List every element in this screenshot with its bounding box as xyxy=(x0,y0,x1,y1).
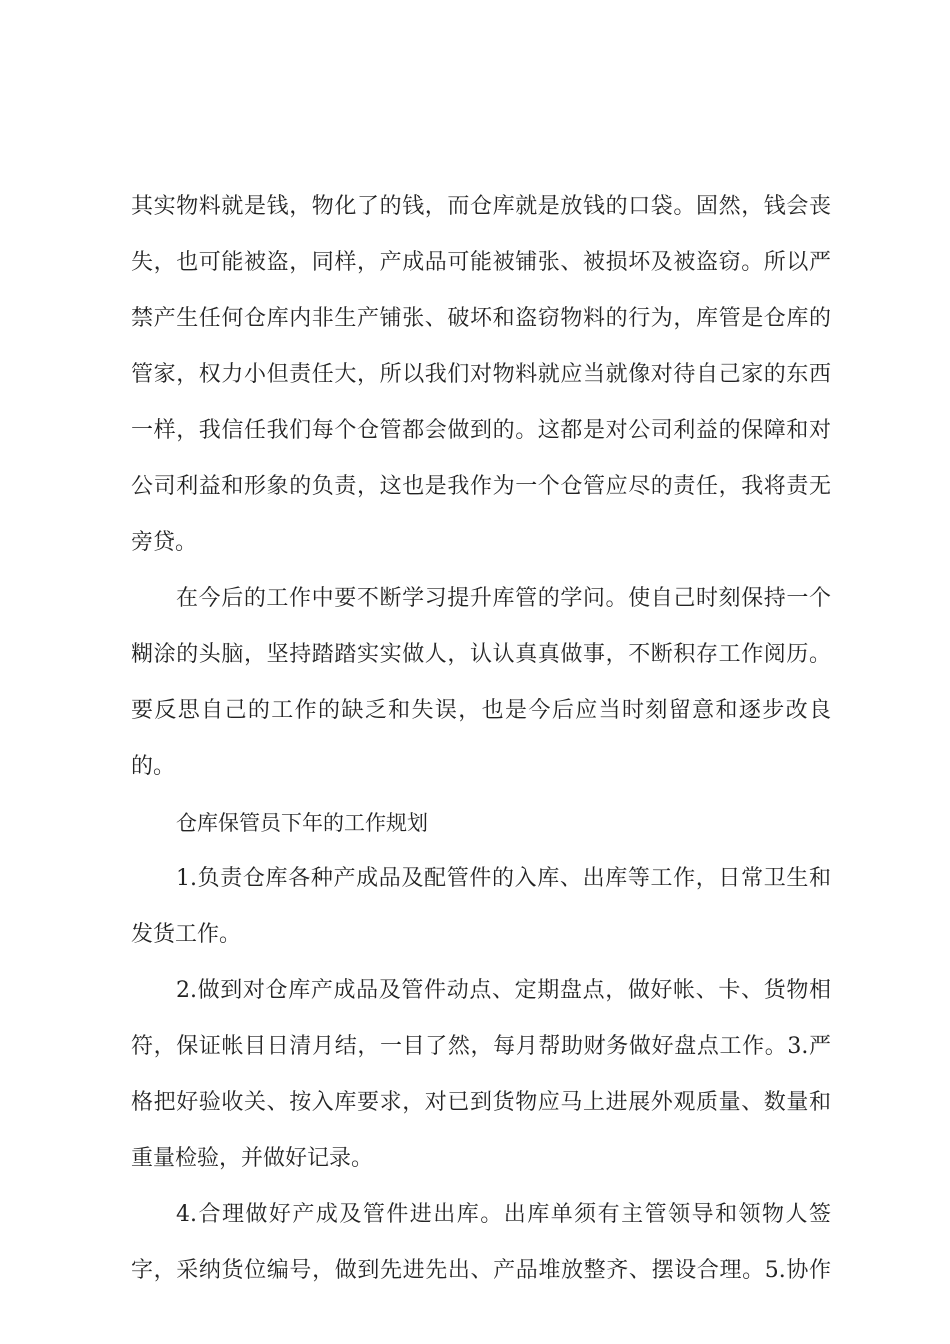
list-item-line: 1.负责仓库各种产成品及配管件的入库、出库等工作，日常卫生和 xyxy=(176,866,831,891)
body-text-line: 禁产生任何仓库内非生产铺张、破坏和盗窃物料的行为，库管是仓库的 xyxy=(131,306,831,331)
body-text-line: 失，也可能被盗，同样，产成品可能被铺张、被损坏及被盗窃。所以严 xyxy=(131,250,831,275)
list-item-line: 字，采纳货位编号，做到先进先出、产品堆放整齐、摆设合理。5.协作 xyxy=(131,1258,831,1283)
body-text-line: 管家，权力小但责任大，所以我们对物料就应当就像对待自己家的东西 xyxy=(131,362,831,387)
body-text-line: 糊涂的头脑，坚持踏踏实实做人，认认真真做事，不断积存工作阅历。 xyxy=(131,642,831,667)
list-item-line: 4.合理做好产成及管件进出库。出库单须有主管领导和领物人签 xyxy=(176,1202,831,1227)
section-heading: 仓库保管员下年的工作规划 xyxy=(176,811,428,835)
body-text-line: 公司利益和形象的负责，这也是我作为一个仓管应尽的责任，我将责无 xyxy=(131,474,831,499)
list-item-line: 发货工作。 xyxy=(131,922,242,947)
body-text-line: 旁贷。 xyxy=(131,530,198,555)
body-text-line: 的。 xyxy=(131,754,176,779)
body-text-line: 在今后的工作中要不断学习提升库管的学问。使自己时刻保持一个 xyxy=(176,586,831,611)
list-item-line: 格把好验收关、按入库要求，对已到货物应马上进展外观质量、数量和 xyxy=(131,1090,831,1115)
list-item-line: 符，保证帐目日清月结，一目了然，每月帮助财务做好盘点工作。3.严 xyxy=(131,1034,831,1059)
list-item-line: 2.做到对仓库产成品及管件动点、定期盘点，做好帐、卡、货物相 xyxy=(176,978,831,1003)
body-text-line: 其实物料就是钱，物化了的钱，而仓库就是放钱的口袋。固然，钱会丧 xyxy=(131,194,831,219)
body-text-line: 要反思自己的工作的缺乏和失误，也是今后应当时刻留意和逐步改良 xyxy=(131,698,831,723)
body-text-line: 一样，我信任我们每个仓管都会做到的。这都是对公司利益的保障和对 xyxy=(131,418,831,443)
list-item-line: 重量检验，并做好记录。 xyxy=(131,1146,374,1171)
